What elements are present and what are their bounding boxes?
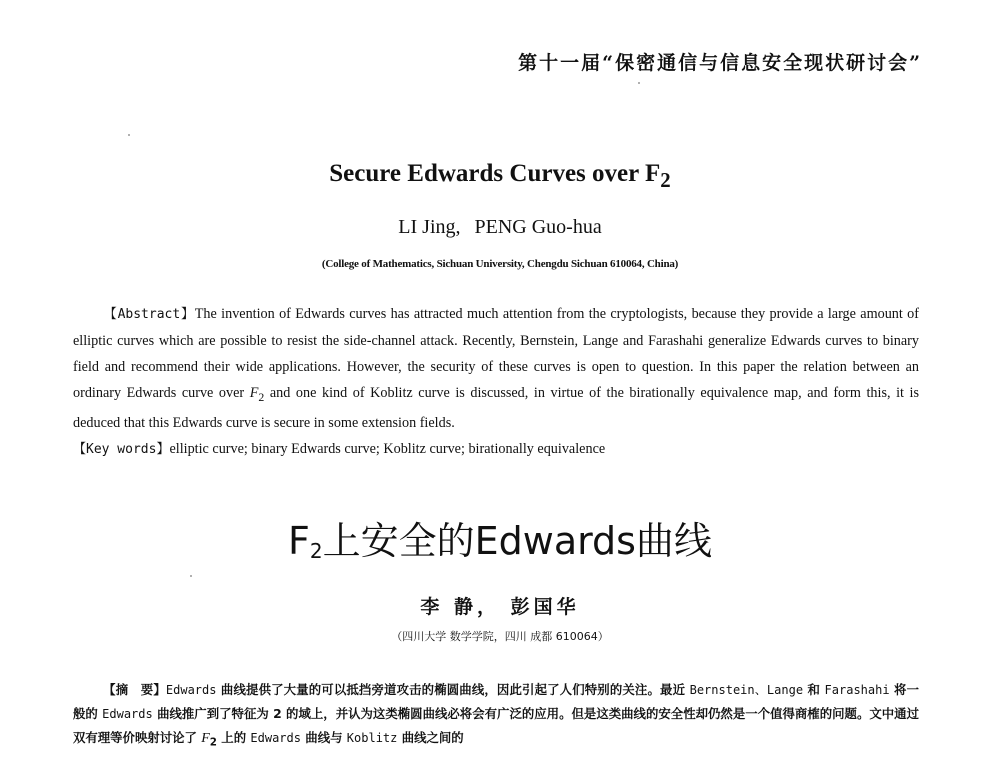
chinese-title: [0, 510, 1000, 565]
abstract-math-f: F: [249, 385, 259, 401]
english-authors: [0, 216, 1000, 239]
abstract-label: 【Abstract】: [103, 307, 195, 322]
cn-abstract-seg: Edwards: [102, 707, 153, 721]
cn-abstract-seg: Koblitz: [346, 731, 398, 745]
chinese-title-rest: 上安全的Edwards曲线: [322, 519, 712, 563]
chinese-abstract-label: 【摘 要】: [103, 682, 166, 697]
cn-abstract-seg: 曲线提供了大量的可以抵挡旁道攻击的椭圆曲线，因此引起了人们特别的关注。最近: [216, 682, 690, 697]
keywords-text: elliptic curve; binary Edwards curve; Koblitz curve; birationally equivalence: [169, 441, 606, 457]
english-title: [0, 160, 1000, 193]
cn-abstract-seg: 曲线推广到了特征为 2 的域上，并认为这类椭圆曲线必将会有广泛的应用。但是这类曲线的安全性却仍然是一个值得商榷的问题。文中通过双有理等价映射讨论了: [73, 706, 919, 745]
cn-abstract-seg: 曲线与: [300, 730, 347, 745]
cn-abstract-math-subscript: 2: [209, 736, 217, 749]
english-title-subscript: 2: [660, 168, 671, 192]
english-title-main: Secure Edwards Curves over F: [329, 160, 661, 187]
chinese-abstract: [73, 678, 919, 754]
cn-abstract-seg: Bernstein、Lange: [689, 683, 804, 697]
conference-header: 第十一届“保密通信与信息安全现状研讨会”: [518, 52, 922, 74]
author-li-jing: LI Jing,: [398, 216, 461, 238]
scan-speck: [190, 575, 192, 577]
cn-abstract-seg: 上的: [216, 730, 251, 745]
cn-abstract-seg: Edwards: [165, 683, 217, 697]
abstract-math-subscript: 2: [258, 389, 265, 404]
keywords-label: 【Key words】: [73, 442, 170, 457]
abstract-text-part1: The invention of Edwards curves has attracted much attention from the cryptologists, because they provide a large amount of elliptic curves which are possible to resist the side-channel attack. Recently, Bernstein, Lange and Farashahi generalize Edwards curves to binary field and recommend their wide applications. However, the security of these curves is open to question. In this paper the relation between an ordinary Edwards curve over: [73, 306, 919, 401]
scan-speck: [638, 82, 640, 84]
scan-speck: [128, 134, 130, 136]
cn-abstract-seg: Farashahi: [824, 683, 890, 697]
cn-abstract-seg: 将一般的: [73, 682, 919, 721]
author-peng-guohua: PENG Guo-hua: [474, 216, 602, 238]
cn-abstract-seg: 和: [803, 682, 825, 697]
chinese-authors: 李 静， 彭国华: [420, 596, 580, 618]
chinese-title-f: F: [288, 519, 310, 563]
cn-abstract-seg: Edwards: [250, 731, 301, 745]
english-keywords: [73, 438, 919, 458]
cn-abstract-math-f: F: [201, 731, 210, 746]
chinese-affiliation: （四川大学 数学学院，四川 成都 610064）: [391, 630, 609, 643]
chinese-title-subscript: 2: [309, 539, 323, 563]
cn-abstract-seg: 曲线之间的: [397, 730, 464, 745]
english-abstract: [73, 301, 919, 436]
abstract-text-part2: and one kind of Koblitz curve is discussed, in virtue of the birationally equivalence map, and form this, it is deduced that this Edwards curve is secure in some extension fields.: [73, 385, 919, 431]
english-affiliation: (College of Mathematics, Sichuan University, Chengdu Sichuan 610064, China): [321, 258, 679, 270]
